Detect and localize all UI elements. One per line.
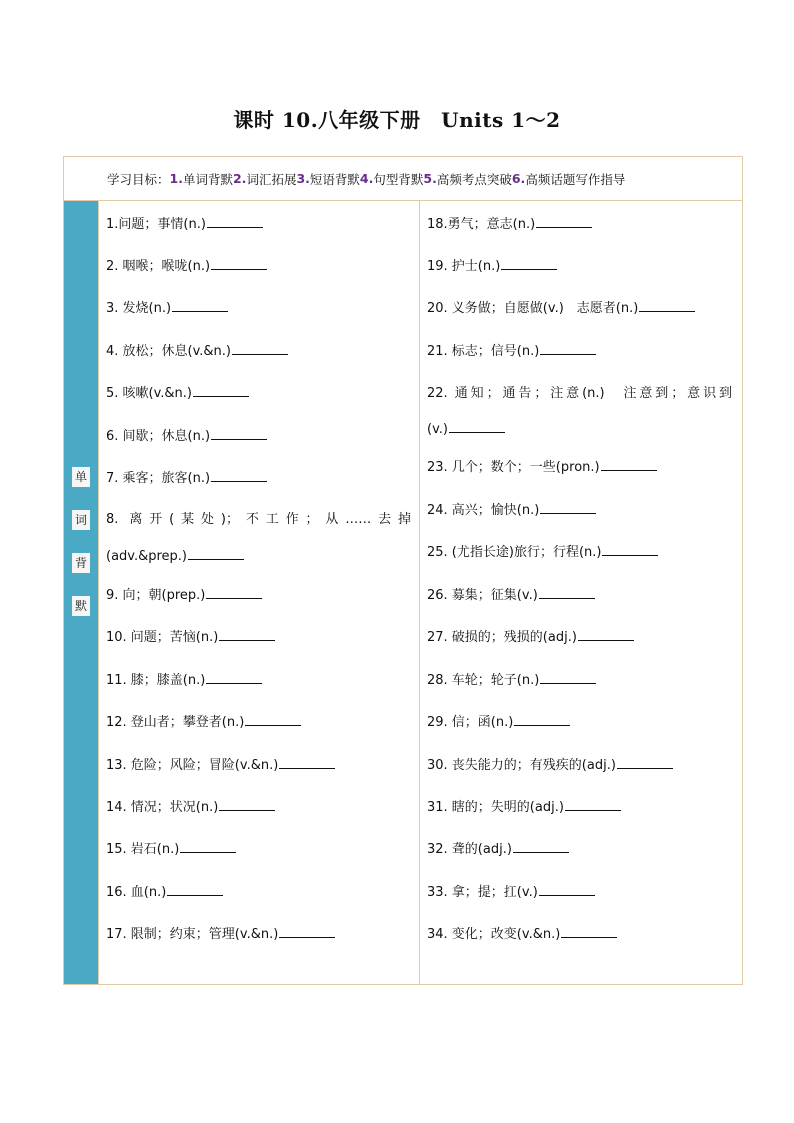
objective-number: 1. xyxy=(169,171,183,186)
vocab-column-right xyxy=(420,201,742,984)
learning-objectives xyxy=(64,157,742,201)
objective-text: 句型背默 xyxy=(373,171,424,187)
answer-blank[interactable] xyxy=(211,469,267,482)
vocab-item: 10. 问题；苦恼(n.) xyxy=(106,628,275,647)
sidebar-char: 默 xyxy=(72,596,90,616)
answer-blank[interactable] xyxy=(193,384,249,397)
answer-blank[interactable] xyxy=(180,840,236,853)
answer-blank[interactable] xyxy=(601,458,657,471)
vocab-item: 29. 信；函(n.) xyxy=(427,713,570,732)
answer-blank[interactable] xyxy=(279,925,335,938)
vocab-item: 28. 车轮；轮子(n.) xyxy=(427,671,596,690)
vocab-item: 26. 募集；征集(v.) xyxy=(427,586,595,605)
objectives-label: 学习目标： xyxy=(107,171,170,187)
vocab-column-left xyxy=(99,201,420,984)
answer-blank[interactable] xyxy=(219,798,275,811)
answer-blank[interactable] xyxy=(211,257,267,270)
objective-text: 词汇拓展 xyxy=(246,171,297,187)
sidebar-char: 背 xyxy=(72,553,90,573)
answer-blank[interactable] xyxy=(540,501,596,514)
vocab-item: 22. 通知；通告；注意(n.) 注意到；意识到 xyxy=(427,386,732,401)
answer-blank[interactable] xyxy=(561,925,617,938)
vocab-item: 13. 危险；风险；冒险(v.&n.) xyxy=(106,756,335,775)
answer-blank[interactable] xyxy=(501,257,557,270)
vocab-item: 23. 几个；数个；一些(pron.) xyxy=(427,458,657,477)
vocab-item: 11. 膝；膝盖(n.) xyxy=(106,671,262,690)
vocab-item: 19. 护士(n.) xyxy=(427,257,557,276)
vocab-item-continued: (v.) xyxy=(427,420,505,439)
answer-blank[interactable] xyxy=(279,756,335,769)
vocab-item: 30. 丧失能力的；有残疾的(adj.) xyxy=(427,756,673,775)
objective-number: 4. xyxy=(359,171,374,186)
answer-blank[interactable] xyxy=(539,586,595,599)
sidebar-char: 单 xyxy=(72,467,90,487)
objective-text: 高频话题写作指导 xyxy=(525,171,626,187)
answer-blank[interactable] xyxy=(449,420,505,433)
vocab-item: 12. 登山者；攀登者(n.) xyxy=(106,713,301,732)
vocabulary-worksheet xyxy=(63,156,743,985)
answer-blank[interactable] xyxy=(514,713,570,726)
answer-blank[interactable] xyxy=(167,883,223,896)
answer-blank[interactable] xyxy=(539,883,595,896)
objective-number: 5. xyxy=(423,171,437,186)
vocab-item: 20. 义务做；自愿做(v.) 志愿者(n.) xyxy=(427,299,695,318)
vocab-item: 21. 标志；信号(n.) xyxy=(427,342,596,361)
answer-blank[interactable] xyxy=(245,713,301,726)
answer-blank[interactable] xyxy=(540,671,596,684)
vocab-item: 16. 血(n.) xyxy=(106,883,223,902)
vocab-item: 34. 变化；改变(v.&n.) xyxy=(427,925,617,944)
vocab-item: 5. 咳嗽(v.&n.) xyxy=(106,384,249,403)
objective-number: 6. xyxy=(511,171,526,186)
answer-blank[interactable] xyxy=(206,671,262,684)
vocab-item: 24. 高兴；愉快(n.) xyxy=(427,501,596,520)
objective-text: 单词背默 xyxy=(182,171,233,187)
answer-blank[interactable] xyxy=(188,547,244,560)
answer-blank[interactable] xyxy=(172,299,228,312)
objective-number: 3. xyxy=(296,171,310,186)
vocab-item: 15. 岩石(n.) xyxy=(106,840,236,859)
vocab-item: 4. 放松；休息(v.&n.) xyxy=(106,342,288,361)
vocab-item: 1.问题；事情(n.) xyxy=(106,215,263,234)
objective-text: 高频考点突破 xyxy=(436,171,512,187)
objective-number: 2. xyxy=(232,171,247,186)
answer-blank[interactable] xyxy=(232,342,288,355)
answer-blank[interactable] xyxy=(540,342,596,355)
vocab-item: 2. 咽喉；喉咙(n.) xyxy=(106,257,267,276)
vocab-item: 31. 瞎的；失明的(adj.) xyxy=(427,798,621,817)
objective-text: 短语背默 xyxy=(309,171,360,187)
vocab-item: 33. 拿；提；扛(v.) xyxy=(427,883,595,902)
answer-blank[interactable] xyxy=(536,215,592,228)
vocab-item: 27. 破损的；残损的(adj.) xyxy=(427,628,634,647)
vocab-item-continued: (adv.&prep.) xyxy=(106,547,244,566)
vocab-item: 14. 情况；状况(n.) xyxy=(106,798,275,817)
vocab-item: 3. 发烧(n.) xyxy=(106,299,228,318)
answer-blank[interactable] xyxy=(565,798,621,811)
answer-blank[interactable] xyxy=(513,840,569,853)
answer-blank[interactable] xyxy=(207,215,263,228)
vocab-item: 32. 聋的(adj.) xyxy=(427,840,569,859)
answer-blank[interactable] xyxy=(219,628,275,641)
section-sidebar xyxy=(64,201,99,984)
vocab-item: 6. 间歇；休息(n.) xyxy=(106,427,267,446)
vocab-item: 7. 乘客；旅客(n.) xyxy=(106,469,267,488)
vocab-item: 17. 限制；约束；管理(v.&n.) xyxy=(106,925,335,944)
answer-blank[interactable] xyxy=(639,299,695,312)
vocab-item: 8. 离开(某处)；不工作；从……去掉 xyxy=(106,512,411,527)
vocab-item: 9. 向；朝(prep.) xyxy=(106,586,262,605)
answer-blank[interactable] xyxy=(206,586,262,599)
answer-blank[interactable] xyxy=(578,628,634,641)
answer-blank[interactable] xyxy=(211,427,267,440)
page-title: 课时 10.八年级下册 Units 1～2 xyxy=(233,108,561,132)
vocab-item: 18.勇气；意志(n.) xyxy=(427,215,592,234)
answer-blank[interactable] xyxy=(617,756,673,769)
vocab-item: 25. (尤指长途)旅行；行程(n.) xyxy=(427,543,658,562)
answer-blank[interactable] xyxy=(602,543,658,556)
sidebar-char: 词 xyxy=(72,510,90,530)
